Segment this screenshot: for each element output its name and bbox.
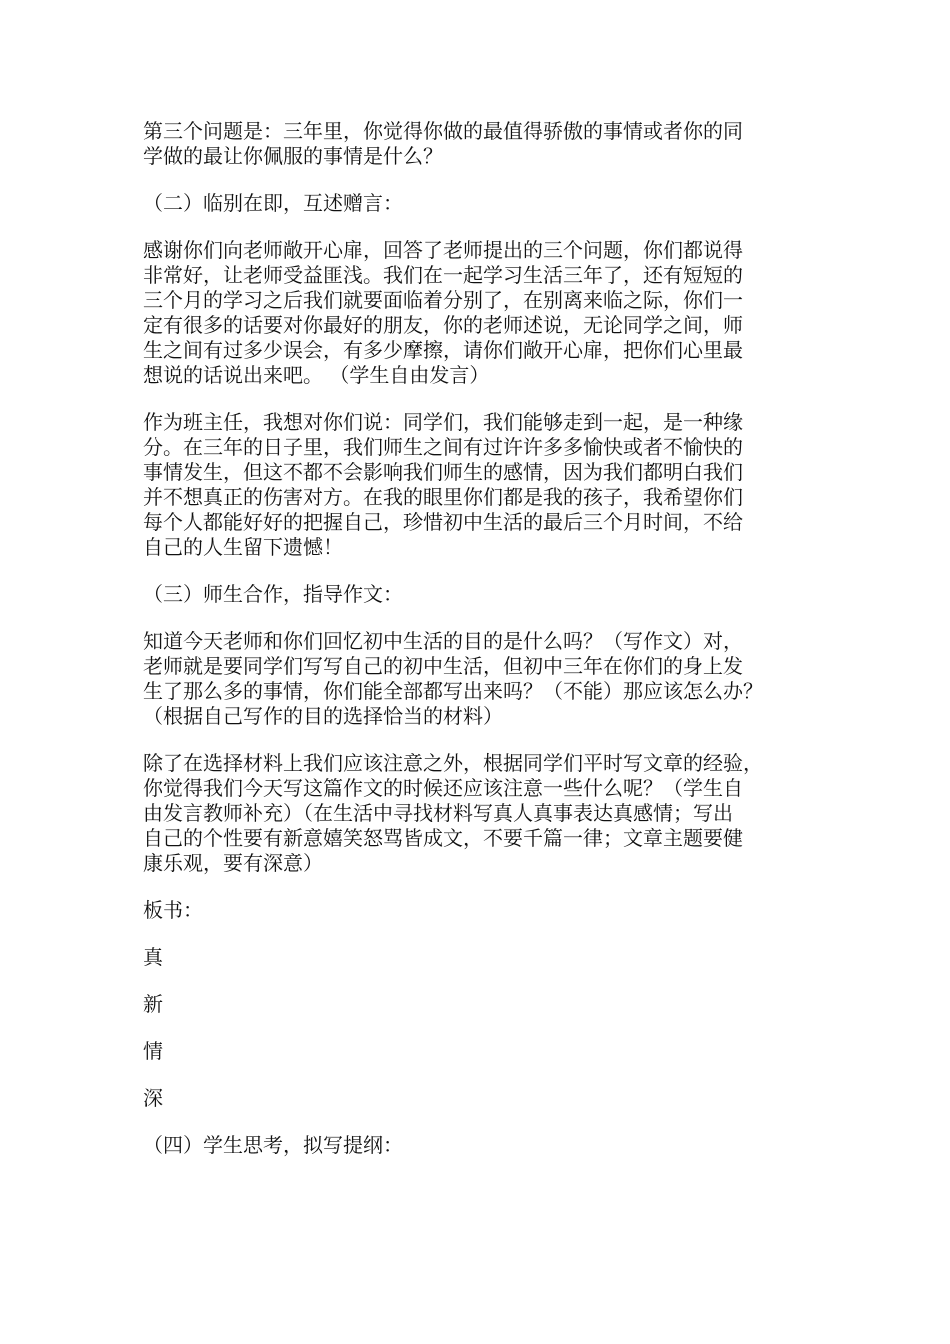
- blackboard-item: 深: [143, 1086, 163, 1110]
- blackboard-item: 真: [143, 945, 163, 969]
- paragraph-writing-purpose: 知道今天老师和你们回忆初中生活的目的是什么吗？（写作文）对， 老师就是要同学们写写自己的初中生活，但初中三年在你们的身上发 生了那么多的事情，你们能全部都写出来吗？（不能）那应该怎么办？ （根据自己写作的目的选择恰当的材料）: [143, 629, 763, 728]
- blackboard-item: 情: [143, 1039, 163, 1063]
- paragraph-writing-tips: 除了在选择材料上我们应该注意之外，根据同学们平时写文章的经验， 你觉得我们今天写这篇作文的时候还应该注意一些什么呢？（学生自 由发言教师补充）（在生活中寻找材料写真人真事表达真感情；写出 自己的个性要有新意嬉笑怒骂皆成文，不要千篇一律；文章主题要健 康乐观，要有深意）: [143, 751, 763, 875]
- section-heading-two: （二）临别在即，互述赠言：: [143, 191, 403, 215]
- paragraph-thanks: 感谢你们向老师敞开心扉，回答了老师提出的三个问题，你们都说得 非常好，让老师受益匪浅。我们在一起学习生活三年了，还有短短的 三个月的学习之后我们就要面临着分别了，在别离来临之际，你们一 定有很多的话要对你最好的朋友，你的老师述说，无论同学之间，师 生之间有过多少误会，有多少摩擦，请你们敞开心扉，把你们心里最 想说的话说出来吧。 （学生自由发言）: [143, 238, 743, 387]
- document-body: [143, 119, 823, 1180]
- section-heading-four: （四）学生思考，拟写提纲：: [143, 1133, 403, 1157]
- paragraph-head-teacher: 作为班主任，我想对你们说：同学们，我们能够走到一起，是一种缘 分。在三年的日子里，我们师生之间有过许许多多愉快或者不愉快的 事情发生，但这不都不会影响我们师生的感情，因为我们都明白我们 并不想真正的伤害对方。在我的眼里你们都是我的孩子，我希望你们 每个人都能好好的把握自己，珍惜初中生活的最后三个月时间，不给 自己的人生留下遗憾！: [143, 410, 743, 559]
- section-heading-three: （三）师生合作，指导作文：: [143, 582, 403, 606]
- blackboard-item: 新: [143, 992, 163, 1016]
- blackboard-heading: 板书：: [143, 898, 203, 922]
- paragraph-question-three: 第三个问题是：三年里，你觉得你做的最值得骄傲的事情或者你的同 学做的最让你佩服的事情是什么？: [143, 119, 743, 168]
